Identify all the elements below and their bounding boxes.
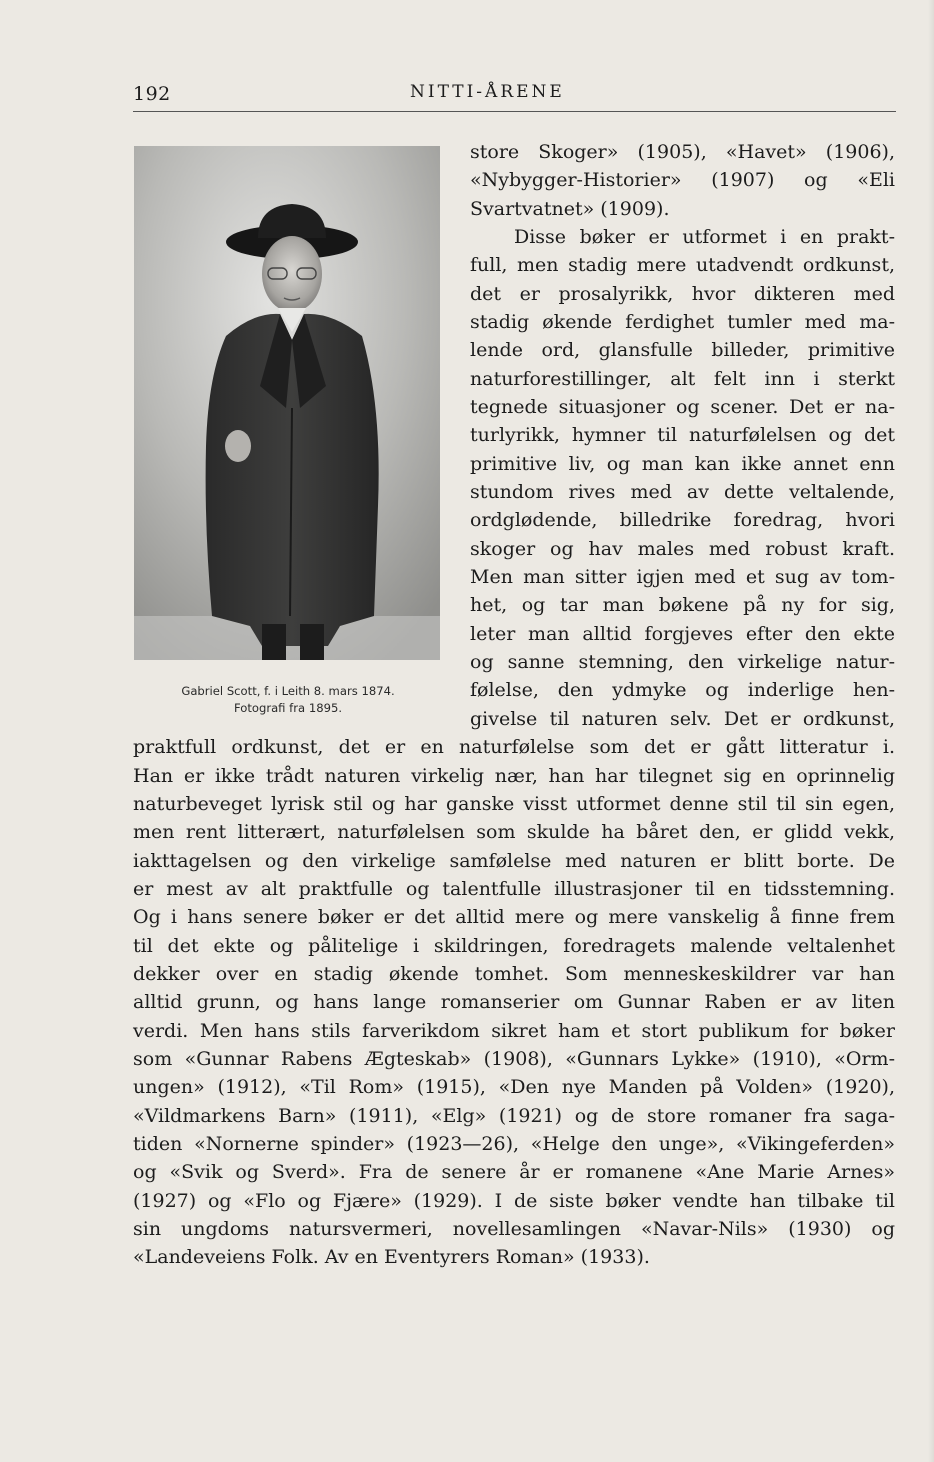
- body-line: og sanne stemning, den virkelige natur-: [470, 651, 895, 673]
- body-line: sin ungdoms natursvermeri, novellesamlingen «Navar-Nils» (1930) og: [133, 1218, 895, 1240]
- body-line: givelse til naturen selv. Det er ordkunst,: [470, 708, 895, 730]
- body-line: alltid grunn, og hans lange romanserier om Gunnar Raben er av liten: [133, 991, 895, 1013]
- body-line: praktfull ordkunst, det er en naturfølelse som det er gått litteratur i.: [133, 736, 895, 758]
- body-line: Han er ikke trådt naturen virkelig nær, han har tilegnet sig en oprinnelig: [133, 765, 895, 787]
- body-line: tiden «Nornerne spinder» (1923—26), «Helge den unge», «Vikingeferden»: [133, 1133, 895, 1155]
- body-line: «Nybygger-Historier» (1907) og «Eli: [470, 169, 895, 191]
- body-line: dekker over en stadig økende tomhet. Som menneskeskildrer var han: [133, 963, 895, 985]
- caption-line: Fotografi fra 1895.: [233, 701, 343, 715]
- body-line: turlyrikk, hymner til naturfølelsen og det: [470, 424, 895, 446]
- body-line: naturbeveget lyrisk stil og har ganske visst utformet denne stil til sin egen,: [133, 793, 895, 815]
- body-line: full, men stadig mere utadvendt ordkunst,: [470, 254, 895, 276]
- running-title: NITTI-ÅRENE: [410, 82, 565, 102]
- body-line: het, og tar man bøkene på ny for sig,: [470, 594, 895, 616]
- body-line: skoger og hav males med robust kraft.: [470, 538, 895, 560]
- body-line: naturforestillinger, alt felt inn i sterkt: [470, 368, 895, 390]
- body-line: iakttagelsen og den virkelige samfølelse med naturen er blitt borte. De: [133, 850, 895, 872]
- body-line: følelse, den ydmyke og inderlige hen-: [470, 679, 895, 701]
- body-line: leter man alltid forgjeves efter den ekte: [470, 623, 895, 645]
- body-line: (1927) og «Flo og Fjære» (1929). I de siste bøker vendte han tilbake til: [133, 1190, 895, 1212]
- body-line: «Vildmarkens Barn» (1911), «Elg» (1921) og de store romaner fra saga-: [133, 1105, 895, 1127]
- photo-caption: [133, 683, 443, 717]
- body-line: det er prosalyrikk, hvor dikteren med: [470, 283, 895, 305]
- body-line: primitive liv, og man kan ikke annet enn: [470, 453, 895, 475]
- body-line: er mest av alt praktfulle og talentfulle illustrasjoner til en tidsstemning.: [133, 878, 895, 900]
- body-line: Svartvatnet» (1909).: [470, 198, 670, 220]
- body-line: Og i hans senere bøker er det alltid mere og mere vanskelig å finne frem: [133, 906, 895, 928]
- body-line: stundom rives med av dette veltalende,: [470, 481, 895, 503]
- body-line: men rent litterært, naturfølelsen som skulde ha båret den, er glidd vekk,: [133, 821, 895, 843]
- body-line: ungen» (1912), «Til Rom» (1915), «Den nye Manden på Volden» (1920),: [133, 1076, 895, 1098]
- body-line: «Landeveiens Folk. Av en Eventyrers Roman» (1933).: [133, 1246, 650, 1268]
- body-line: og «Svik og Sverd». Fra de senere år er romanene «Ane Marie Arnes»: [133, 1161, 895, 1183]
- page-edge-shadow: [928, 0, 934, 1462]
- body-line: til det ekte og pålitelige i skildringen, foredragets malende veltalenhet: [133, 935, 895, 957]
- header-rule: [133, 111, 896, 112]
- body-line: verdi. Men hans stils farverikdom sikret ham et stort publikum for bøker: [133, 1020, 895, 1042]
- page-number: 192: [133, 83, 171, 105]
- body-line: ordglødende, billedrike foredrag, hvori: [470, 509, 895, 531]
- portrait-photograph: [134, 146, 440, 660]
- body-line: Men man sitter igjen med et sug av tom-: [470, 566, 895, 588]
- caption-line: Gabriel Scott, f. i Leith 8. mars 1874.: [181, 684, 395, 698]
- body-line: stadig økende ferdighet tumler med ma-: [470, 311, 895, 333]
- body-line: store Skoger» (1905), «Havet» (1906),: [470, 141, 895, 163]
- paragraph-start-line: Disse bøker er utformet i en prakt-: [514, 226, 895, 248]
- body-line: som «Gunnar Rabens Ægteskab» (1908), «Gunnars Lykke» (1910), «Orm-: [133, 1048, 895, 1070]
- body-line: lende ord, glansfulle billeder, primitive: [470, 339, 895, 361]
- body-line: tegnede situasjoner og scener. Det er na-: [470, 396, 895, 418]
- portrait-image: [134, 146, 440, 660]
